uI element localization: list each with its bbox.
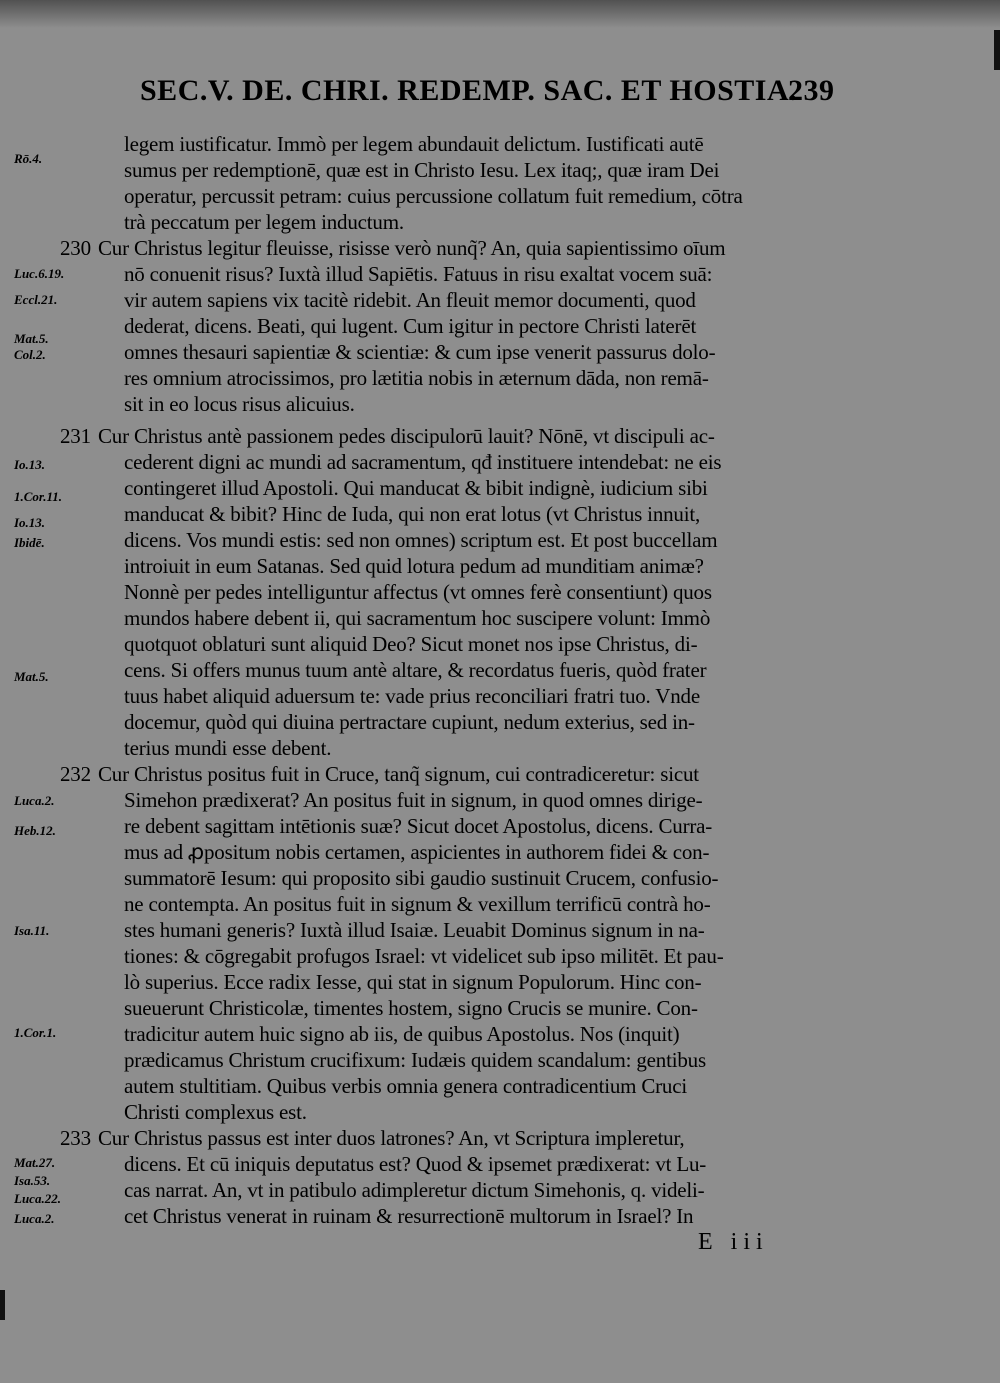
- folio-number: 239: [788, 74, 835, 107]
- text-line: res omnium atrocissimos, pro lætitia nobis in æternum dāda, non remā-: [124, 366, 709, 390]
- text-line: nō conuenit risus? Iuxtà illud Sapiētis. Fatuus in risu exaltat vocem suā:: [124, 262, 713, 286]
- text-line: cederent digni ac mundi ad sacramentum, qđ instituere intendebat: ne eis: [124, 450, 722, 474]
- margin-note: 1.Cor.11.: [14, 489, 63, 504]
- page-left-edge-mark: [0, 1290, 5, 1320]
- question-line: [60, 423, 828, 449]
- text-line: cet Christus venerat in ruinam & resurrectionē multorum in Israel? In: [124, 1204, 694, 1228]
- text-line: tradicitur autem huic signo ab iis, de quibus Apostolus. Nos (inquit): [124, 1022, 680, 1046]
- text-line: dicens. Et cū iniquis deputatus est? Quod & ipsemet prædixerat: vt Lu-: [124, 1152, 707, 1176]
- question-number: 231: [60, 424, 91, 448]
- text-line: tuus habet aliquid aduersum te: vade prius reconciliari fratri tuo. Vnde: [124, 684, 700, 708]
- text-line: Christi complexus est.: [124, 1100, 307, 1124]
- text-line: contingeret illud Apostoli. Qui manducat & bibit indignè, iudicium sibi: [124, 476, 708, 500]
- text-line: ne contempta. An positus fuit in signum & vexillum terrificū contrà ho-: [124, 892, 711, 916]
- margin-note: 1.Cor.1.: [14, 1025, 57, 1040]
- text-line: cas narrat. An, vt in patibulo adimpleretur dictum Simehonis, q. videli-: [124, 1178, 705, 1202]
- text-line: prædicamus Christum crucifixum: Iudæis quidem scandalum: gentibus: [124, 1048, 706, 1072]
- page-top-edge: [0, 0, 1000, 28]
- margin-note: Io.13.: [14, 457, 46, 472]
- text-line: lò superius. Ecce radix Iesse, qui stat in signum Populorum. Hinc con-: [124, 970, 702, 994]
- margin-note: Mat.5.: [14, 331, 49, 346]
- question-number: 230: [60, 236, 91, 260]
- margin-note: Luca.22.: [14, 1191, 61, 1206]
- text-line: Cur Christus antè passionem pedes discipulorū lauit? Nōnē, vt discipuli ac-: [98, 424, 715, 448]
- text-line: introiuit in eum Satanas. Sed quid lotura pedum ad munditiam animæ?: [124, 554, 704, 578]
- text-line: cens. Si offers munus tuum antè altare, & recordatus fueris, quòd frater: [124, 658, 707, 682]
- text-line: omnes thesauri sapientiæ & scientiæ: & cum ipse venerit passurus dolo-: [124, 340, 716, 364]
- question-number: 233: [60, 1126, 91, 1150]
- text-line: terius mundi esse debent.: [124, 736, 332, 760]
- question-number: 232: [60, 762, 91, 786]
- text-line: summatorē Iesum: qui proposito sibi gaudio sustinuit Crucem, confusio-: [124, 866, 719, 890]
- margin-note: Isa.11.: [14, 923, 50, 938]
- text-line: dicens. Vos mundi estis: sed non omnes) scriptum est. Et post buccellam: [124, 528, 718, 552]
- text-line: dederat, dicens. Beati, qui lugent. Cum igitur in pectore Christi laterēt: [124, 314, 697, 338]
- margin-note: Luc.6.19.: [14, 266, 65, 281]
- margin-note: Isa.53.: [14, 1173, 51, 1188]
- question-line: [60, 761, 828, 787]
- margin-note: Eccl.21.: [14, 292, 58, 307]
- question-line: [60, 1125, 828, 1151]
- text-line: Cur Christus legitur fleuisse, risisse verò nunq̃? An, quia sapientissimo oīum: [98, 236, 726, 260]
- text-line: sumus per redemptionē, quæ est in Christo Iesu. Lex itaq;, quæ iram Dei: [124, 158, 720, 182]
- text-line: mundos habere debent ii, qui sacramentum hoc suscipere volunt: Immò: [124, 606, 711, 630]
- margin-note: Col.2.: [14, 347, 46, 362]
- text-line: stes humani generis? Iuxtà illud Isaiæ. Leuabit Dominus signum in na-: [124, 918, 705, 942]
- margin-note: Rō.4.: [14, 151, 43, 166]
- header-title: SEC.V. DE. CHRI. REDEMP. SAC. ET HOSTIA.: [140, 74, 798, 107]
- text-line: sueuerunt Christicolæ, timentes hostem, signo Crucis se munire. Con-: [124, 996, 698, 1020]
- text-line: vir autem sapiens vix tacitè ridebit. An fleuit memor documenti, quod: [124, 288, 696, 312]
- text-line: manducat & bibit? Hinc de Iuda, qui non erat lotus (vt Christus innuit,: [124, 502, 701, 526]
- text-line: Simehon prædixerat? An positus fuit in signum, in quod omnes dirige-: [124, 788, 703, 812]
- text-line: tiones: & cōgregabit profugos Israel: vt videlicet sub ipso militēt. Et pau-: [124, 944, 724, 968]
- margin-note: Luca.2.: [14, 1211, 55, 1226]
- margin-note: Mat.5.: [14, 669, 49, 684]
- margin-note: Io.13.: [14, 515, 46, 530]
- running-header: [140, 74, 840, 108]
- text-line: Cur Christus passus est inter duos latrones? An, vt Scriptura impleretur,: [98, 1126, 685, 1150]
- text-line: autem stultitiam. Quibus verbis omnia genera contradicentium Cruci: [124, 1074, 687, 1098]
- page-right-edge-mark: [994, 30, 1000, 70]
- margin-note: Mat.27.: [14, 1155, 56, 1170]
- text-line: legem iustificatur. Immò per legem abundauit delictum. Iustificati autē: [124, 132, 704, 156]
- signature-mark: E iii: [698, 1229, 769, 1255]
- text-line: Nonnè per pedes intelliguntur affectus (vt omnes ferè consentiunt) quos: [124, 580, 712, 604]
- margin-note: Heb.12.: [14, 823, 56, 838]
- text-line: docemur, quòd qui diuina pertractare cupiunt, nedum exterius, sed in-: [124, 710, 695, 734]
- margin-note: Luca.2.: [14, 793, 55, 808]
- margin-note: Ibidē.: [14, 535, 45, 550]
- text-line: re debent sagittam intētionis suæ? Sicut docet Apostolus, dicens. Curra-: [124, 814, 713, 838]
- text-line: sit in eo locus risus alicuius.: [124, 392, 355, 416]
- text-line: Cur Christus positus fuit in Cruce, tanq̃ signum, cui contradiceretur: sicut: [98, 762, 699, 786]
- text-line: operatur, percussit petram: cuius percussione collatum fuit remedium, cōtra: [124, 184, 743, 208]
- text-line: quotquot oblaturi sunt aliquid Deo? Sicut monet nos ipse Christus, di-: [124, 632, 698, 656]
- text-line: mus ad ꝓpositum nobis certamen, aspicientes in authorem fidei & con-: [124, 840, 710, 864]
- question-line: [60, 235, 828, 261]
- text-line: trà peccatum per legem inductum.: [124, 210, 404, 234]
